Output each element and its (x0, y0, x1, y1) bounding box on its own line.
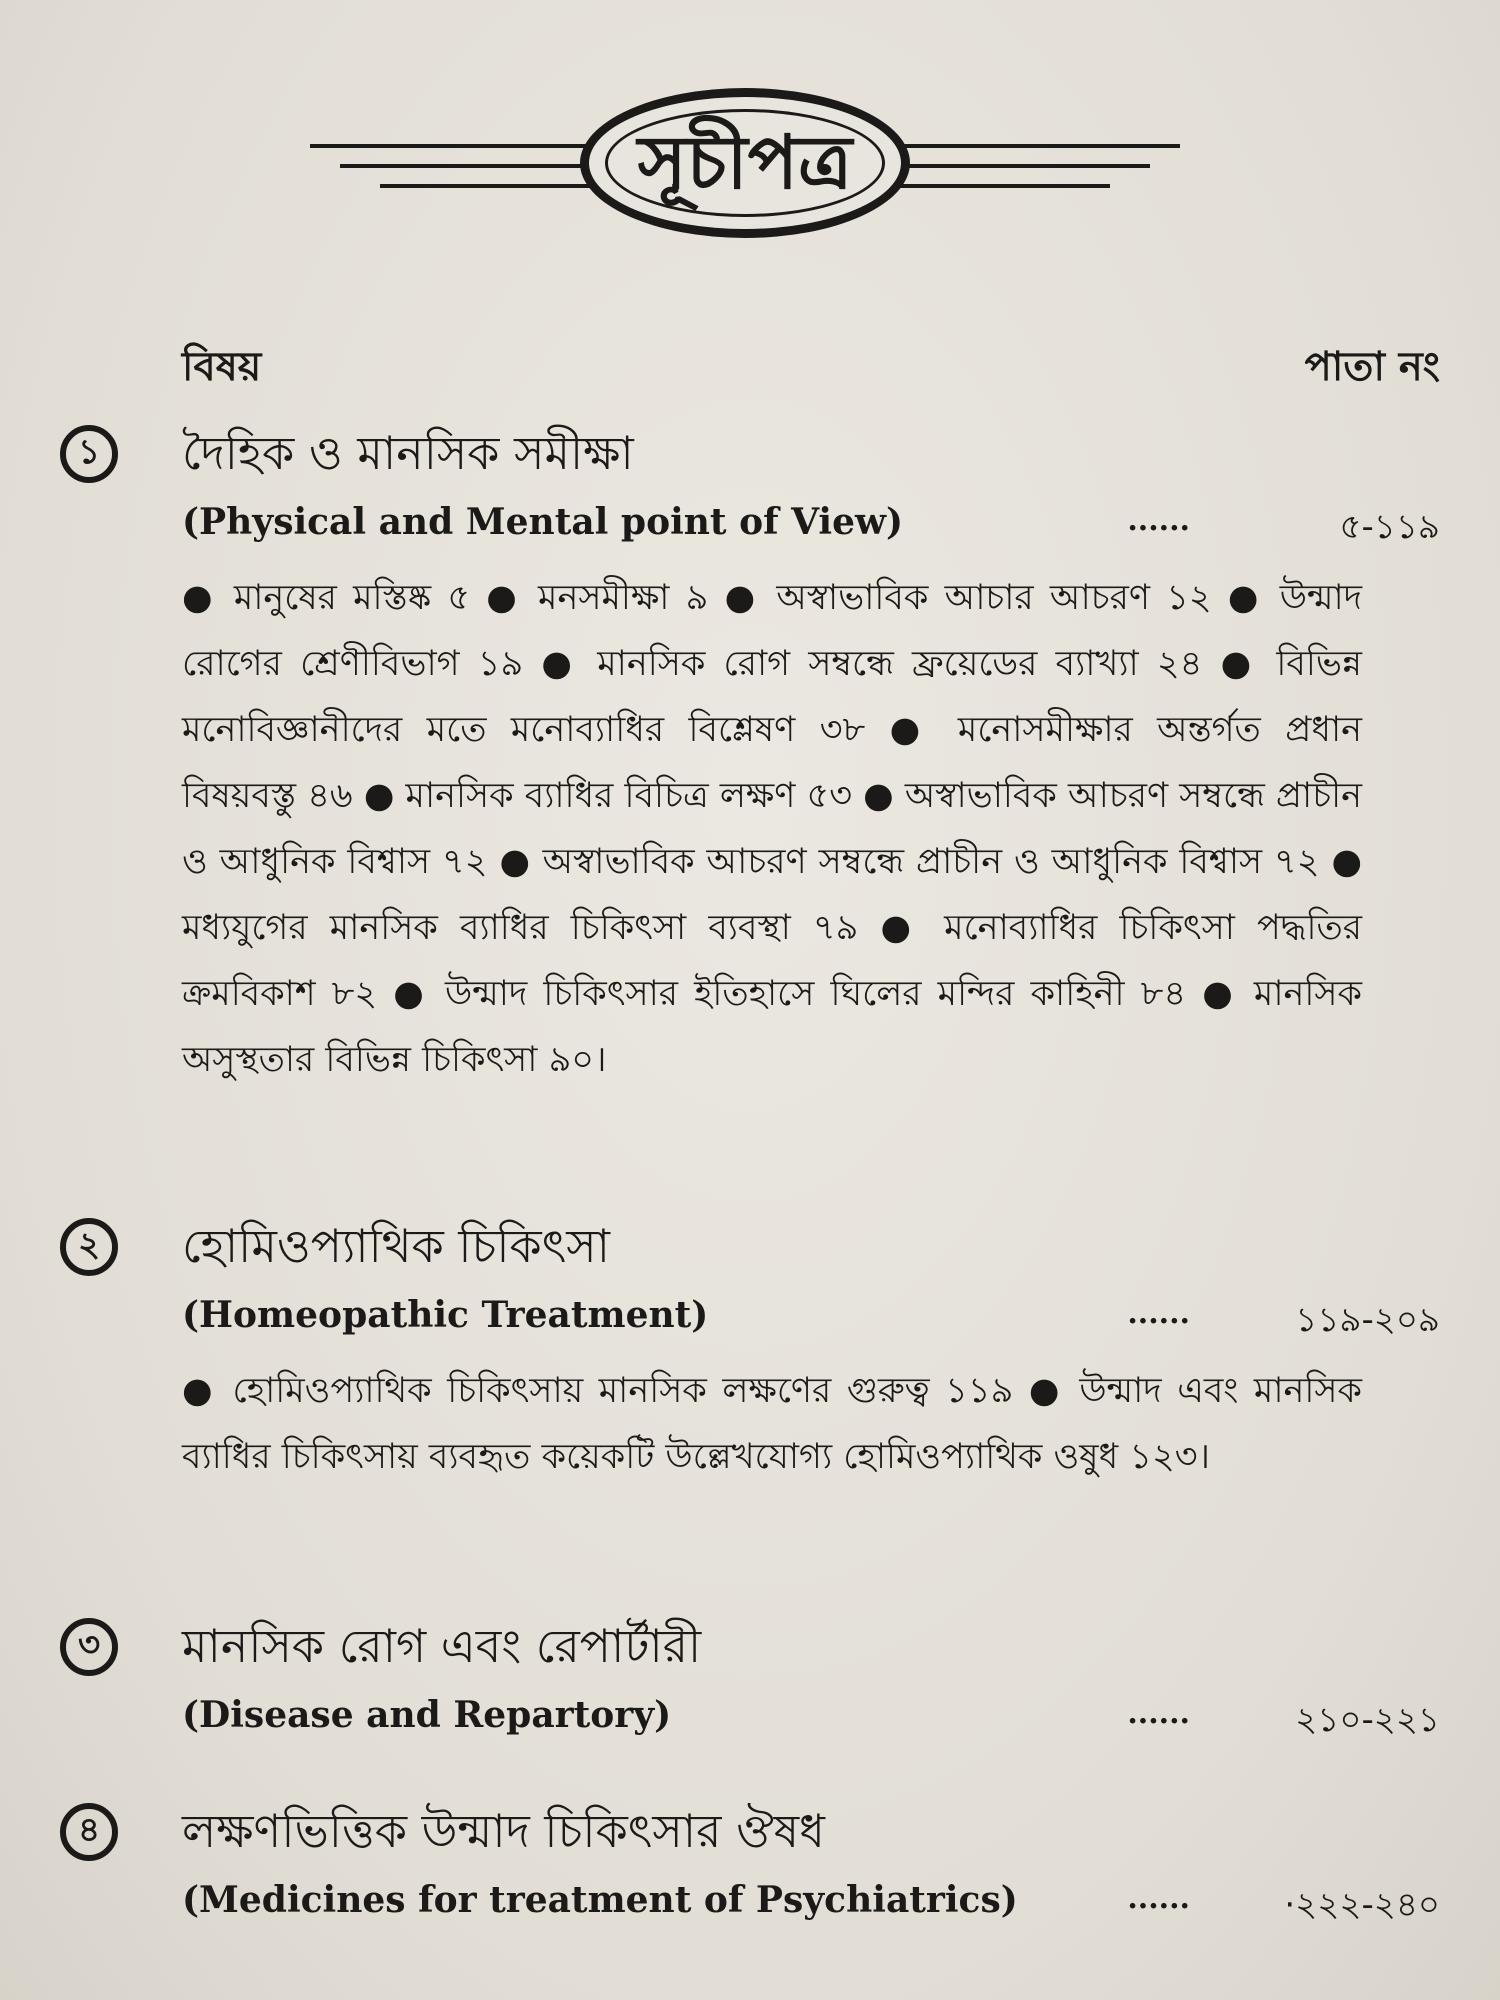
leader-dots: ...... (1127, 503, 1190, 538)
header-rule-left-bottom (380, 184, 610, 188)
contents-header (300, 80, 1200, 260)
toc-section-1 (60, 425, 1440, 1145)
column-heading-subject: বিষয় (182, 344, 262, 390)
header-rule-right-top (880, 144, 1180, 148)
column-heading-page-no: পাতা নং (1304, 344, 1440, 390)
section-english-title: (Physical and Mental point of View) (182, 501, 904, 543)
section-title: লক্ষণভিত্তিক উন্মাদ চিকিৎসার ঔষধ (182, 1804, 825, 1858)
leader-dots: ...... (1127, 1881, 1190, 1916)
section-english-title: (Medicines for treatment of Psychiatrics) (182, 1879, 1018, 1921)
section-english-row (182, 1294, 1440, 1344)
leader-dots: ...... (1127, 1696, 1190, 1731)
section-number: ২ (60, 1218, 118, 1276)
section-english-row (182, 1879, 1440, 1929)
header-rule-left-top (310, 144, 610, 148)
section-title: মানসিক রোগ এবং রেপার্টারী (182, 1619, 702, 1673)
header-rule-right-bottom (880, 184, 1110, 188)
section-description: ● মানুষের মস্তিষ্ক ৫ ● মনসমীক্ষা ৯ ● অস্বাভাবিক আচার আচরণ ১২ ● উন্মাদ রোগের শ্রেণীবিভাগ ১৯ ● মানসিক রোগ সম্বন্ধে ফ্রয়েডের ব্যাখ্যা ২৪ ● বিভিন্ন মনোবিজ্ঞানীদের মতে মনোব্যাধির বিশ্লেষণ ৩৮ ● মনোসমীক্ষার অন্তর্গত প্রধান বিষয়বস্তু ৪৬ ● মানসিক ব্যাধির বিচিত্র লক্ষণ ৫৩ ● অস্বাভাবিক আচরণ সম্বন্ধে প্রাচীন ও আধুনিক বিশ্বাস ৭২ ● অস্বাভাবিক আচরণ সম্বন্ধে প্রাচীন ও আধুনিক বিশ্বাস ৭২ ● মধ্যযুগের মানসিক ব্যাধির চিকিৎসা ব্যবস্থা ৭৯ ● মনোব্যাধির চিকিৎসা পদ্ধতির ক্রমবিকাশ ৮২ ● উন্মাদ চিকিৎসার ইতিহাসে ঘিলের মন্দির কাহিনী ৮৪ ● মানসিক অসুস্থতার বিভিন্ন চিকিৎসা ৯০। (182, 578, 1362, 1080)
section-english-title: (Homeopathic Treatment) (182, 1294, 709, 1336)
header-rule-left-mid (340, 164, 610, 168)
section-number: ১ (60, 425, 118, 483)
section-title: দৈহিক ও মানসিক সমীক্ষা (182, 426, 634, 480)
section-number: ৩ (60, 1618, 118, 1676)
section-english-row (182, 1694, 1440, 1744)
toc-section-4 (60, 1803, 1440, 1933)
page-range: ২১০-২২১ (1295, 1700, 1440, 1740)
leader-dots: ...... (1127, 1296, 1190, 1331)
page-range: ১১৯-২০৯ (1295, 1300, 1440, 1340)
toc-section-2 (60, 1218, 1440, 1558)
section-description: ● হোমিওপ্যাথিক চিকিৎসায় মানসিক লক্ষণের গুরুত্ব ১১৯ ● উন্মাদ এবং মানসিক ব্যাধির চিকিৎসায় ব্যবহৃত কয়েকটি উল্লেখযোগ্য হোমিওপ্যাথিক ওষুধ ১২৩। (182, 1371, 1362, 1477)
page-title: সূচীপত্র (637, 120, 853, 206)
page-range: ৫-১১৯ (1339, 507, 1440, 547)
section-title: হোমিওপ্যাথিক চিকিৎসা (182, 1219, 611, 1273)
section-number: ৪ (60, 1803, 118, 1861)
page-range: ·২২২-২৪০ (1284, 1885, 1440, 1925)
title-oval (580, 88, 910, 238)
toc-section-3 (60, 1618, 1440, 1748)
section-english-row (182, 501, 1440, 551)
section-english-title: (Disease and Repartory) (182, 1694, 672, 1736)
header-rule-right-mid (880, 164, 1150, 168)
